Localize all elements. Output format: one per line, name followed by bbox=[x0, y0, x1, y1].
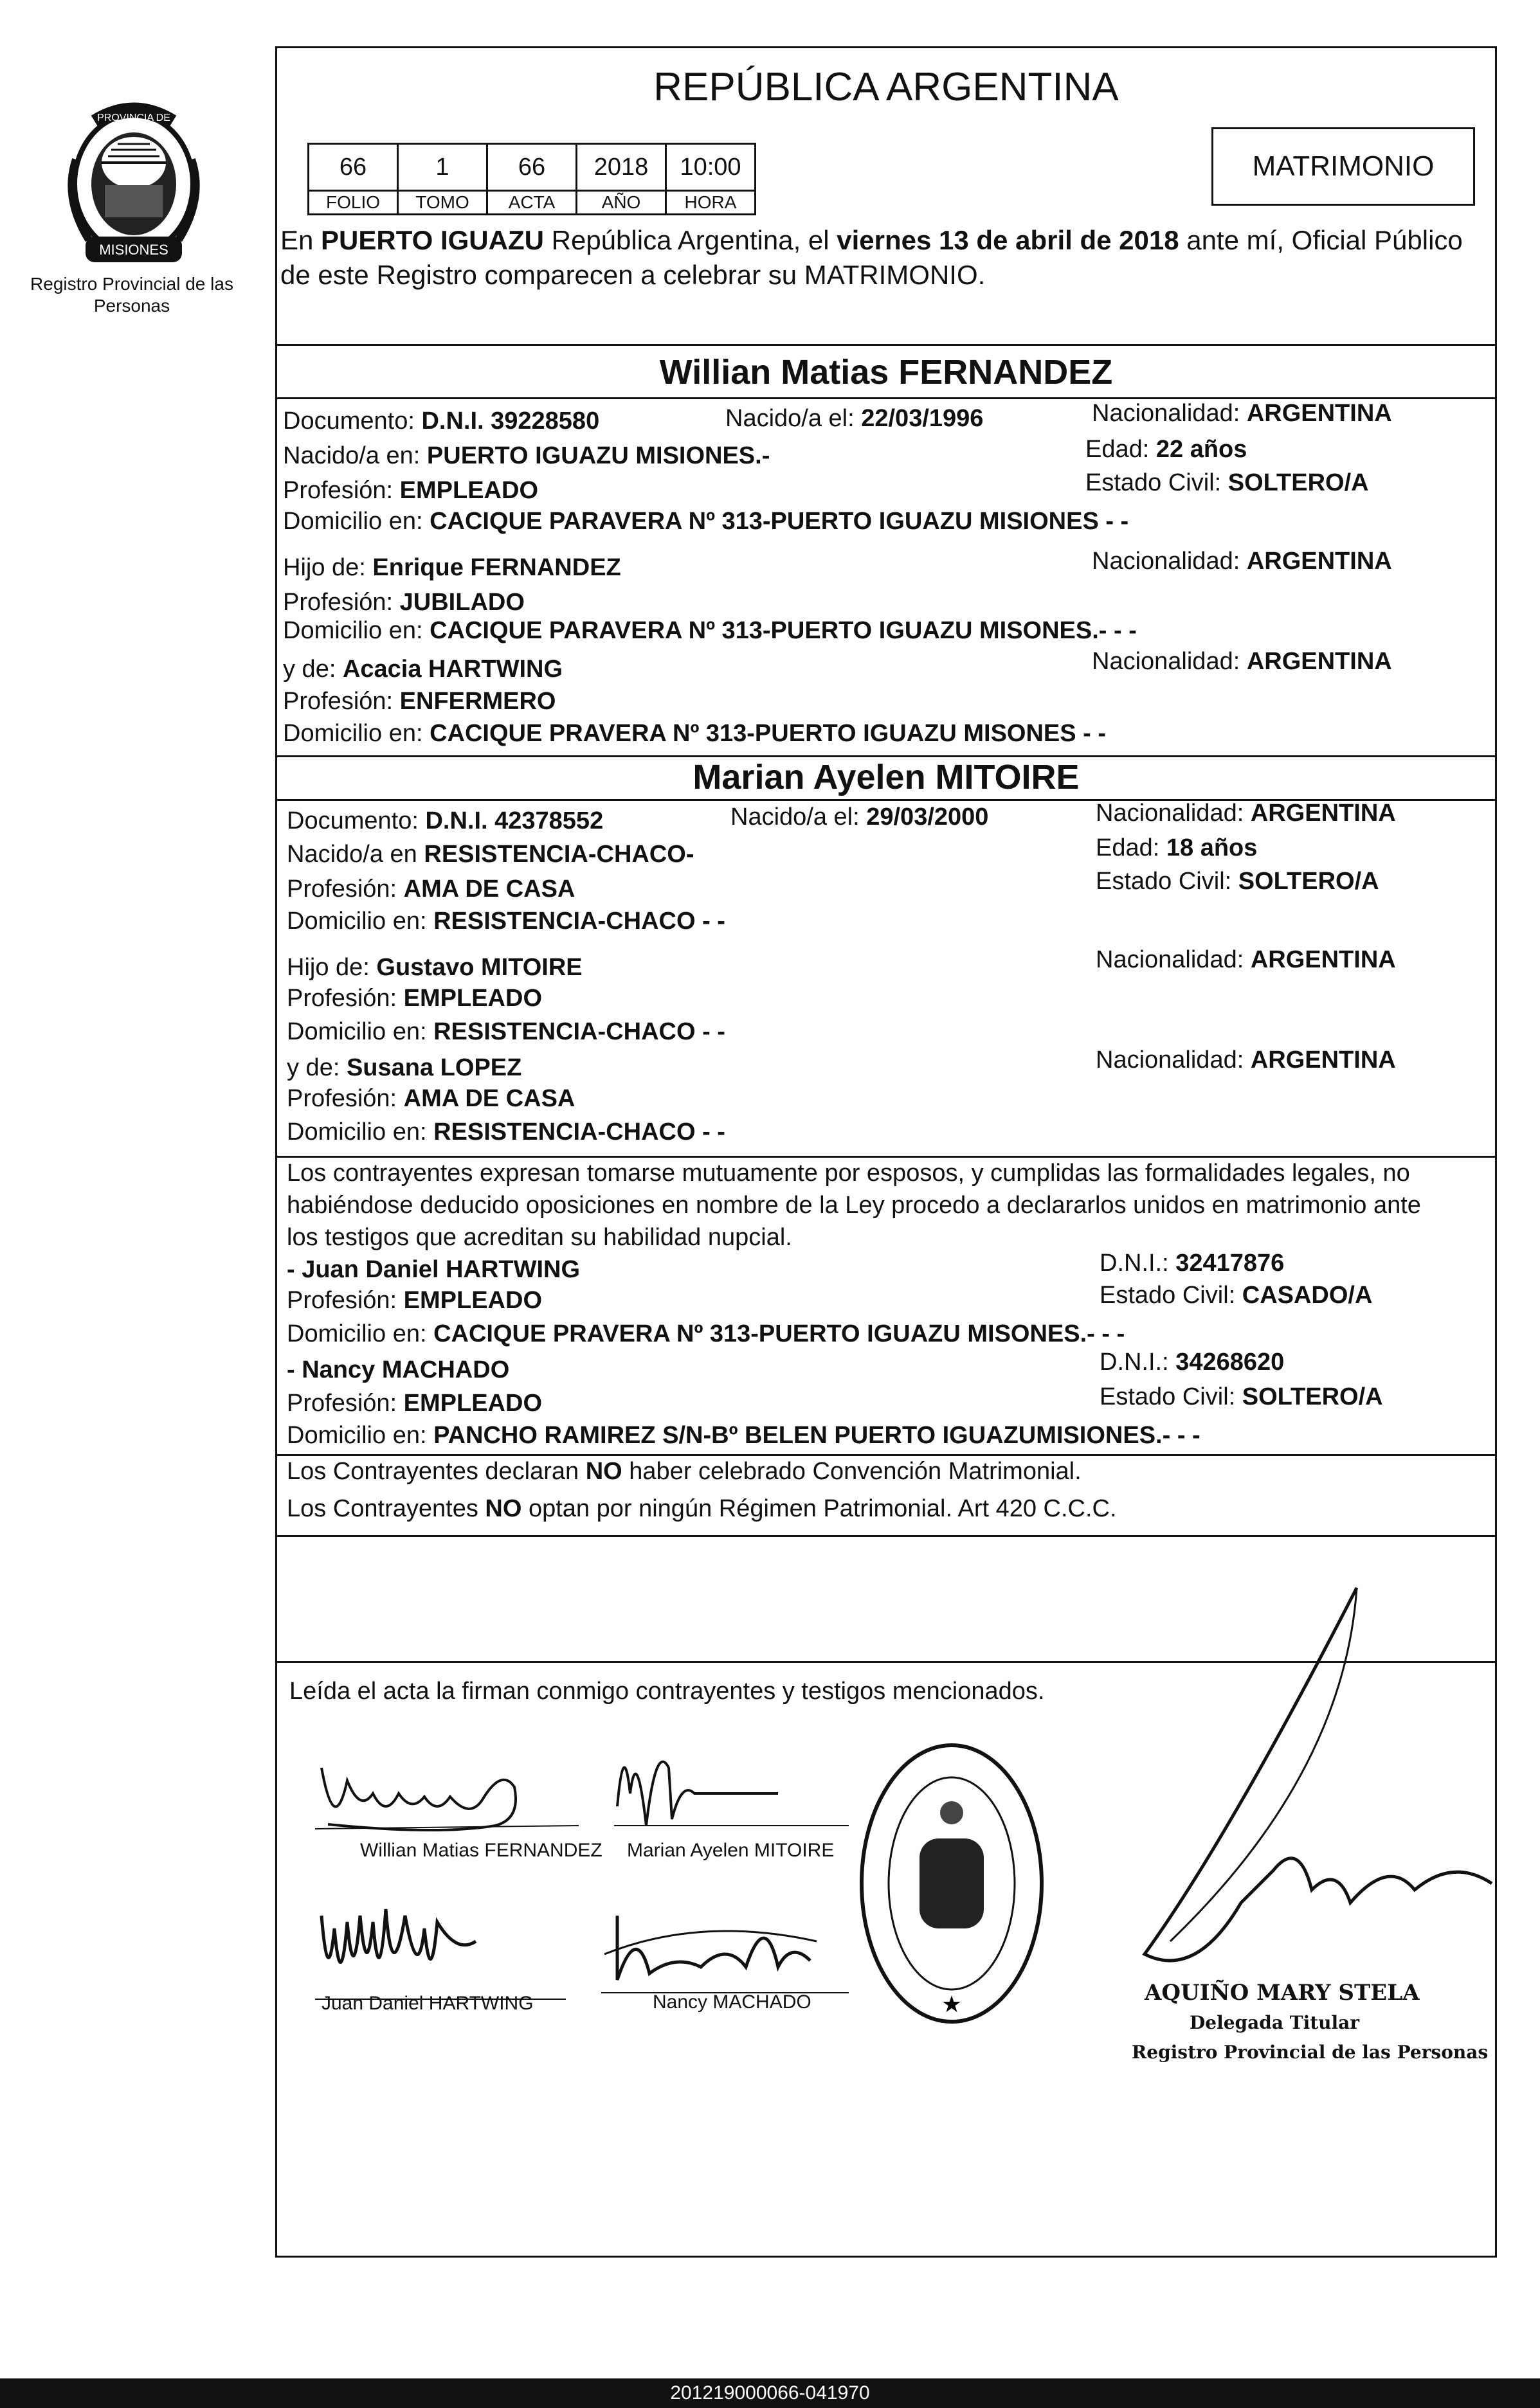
witness-1-profession: Profesión: EMPLEADO bbox=[287, 1287, 543, 1314]
groom-document: Documento: D.N.I. 39228580 bbox=[283, 408, 600, 435]
groom-name: Willian Matias FERNANDEZ bbox=[659, 353, 1113, 391]
divider bbox=[275, 344, 1497, 346]
groom-father-address: Domicilio en: CACIQUE PARAVERA Nº 313-PUERTO IGUAZU MISONES.- - - bbox=[283, 617, 1137, 644]
bride-birth-place: Nacido/a en RESISTENCIA-CHACO- bbox=[287, 841, 694, 868]
intro-paragraph: En PUERTO IGUAZU República Argentina, el viernes 13 de abril de 2018 ante mí, Oficial Público de este Registro comparecen a celebrar su MATRIMONIO. bbox=[280, 225, 1463, 290]
bride-name: Marian Ayelen MITOIRE bbox=[693, 758, 1080, 796]
hour-value: 10:00 bbox=[666, 144, 756, 191]
divider bbox=[275, 1454, 1497, 1456]
witness-1-address: Domicilio en: CACIQUE PRAVERA Nº 313-PUERTO IGUAZU MISONES.- - - bbox=[287, 1320, 1125, 1347]
bride-father-nationality: Nacionalidad: ARGENTINA bbox=[1096, 946, 1396, 973]
bride-nationality: Nacionalidad: ARGENTINA bbox=[1096, 800, 1396, 827]
groom-signature-label: Willian Matias FERNANDEZ bbox=[360, 1840, 602, 1861]
svg-text:★: ★ bbox=[941, 1991, 963, 2018]
office-seal bbox=[855, 1736, 1048, 2031]
bride-mother-profession: Profesión: AMA DE CASA bbox=[287, 1085, 575, 1112]
divider bbox=[275, 397, 1497, 399]
official-role: Delegada Titular bbox=[1190, 2012, 1360, 2033]
groom-mother-address: Domicilio en: CACIQUE PRAVERA Nº 313-PUERTO IGUAZU MISONES - - bbox=[283, 720, 1107, 747]
svg-text:PROVINCIA DE: PROVINCIA DE bbox=[97, 112, 170, 123]
groom-address: Domicilio en: CACIQUE PARAVERA Nº 313-PUERTO IGUAZU MISIONES - - bbox=[283, 508, 1129, 535]
bride-civil-status: Estado Civil: SOLTERO/A bbox=[1096, 868, 1379, 895]
country-title: REPÚBLICA ARGENTINA bbox=[653, 65, 1119, 109]
bride-father: Hijo de: Gustavo MITOIRE bbox=[287, 954, 583, 981]
witness-2-dni: D.N.I.: 34268620 bbox=[1100, 1349, 1285, 1376]
tomo-value: 1 bbox=[398, 144, 487, 191]
groom-nationality: Nacionalidad: ARGENTINA bbox=[1092, 400, 1392, 427]
year-label: AÑO bbox=[577, 191, 666, 215]
registry-name: Registro Provincial de las Personas bbox=[30, 274, 233, 316]
witness-1-name: - Juan Daniel HARTWING bbox=[287, 1256, 581, 1283]
groom-father-profession: Profesión: JUBILADO bbox=[283, 589, 525, 616]
witness-2-address: Domicilio en: PANCHO RAMIREZ S/N-Bº BELEN PUERTO IGUAZUMISIONES.- - - bbox=[287, 1422, 1200, 1449]
tomo-label: TOMO bbox=[398, 191, 487, 215]
official-name: AQUIÑO MARY STELA bbox=[1145, 1980, 1420, 2006]
official-registry: Registro Provincial de las Personas bbox=[1132, 2042, 1489, 2063]
witness-2-civil-status: Estado Civil: SOLTERO/A bbox=[1100, 1383, 1383, 1410]
groom-profession: Profesión: EMPLEADO bbox=[283, 477, 539, 504]
bride-mother-nationality: Nacionalidad: ARGENTINA bbox=[1096, 1047, 1396, 1074]
groom-mother-profession: Profesión: ENFERMERO bbox=[283, 688, 556, 715]
ceremony-date: viernes 13 de abril de 2018 bbox=[837, 225, 1179, 255]
province-coat-of-arms bbox=[50, 102, 217, 275]
groom-birth-date: Nacido/a el: 22/03/1996 bbox=[725, 405, 984, 432]
bride-address: Domicilio en: RESISTENCIA-CHACO - - bbox=[287, 908, 725, 935]
document-barcode-id: 201219000066-041970 bbox=[0, 2378, 1540, 2408]
groom-signature bbox=[309, 1742, 604, 1838]
year-value: 2018 bbox=[577, 144, 666, 191]
groom-age: Edad: 22 años bbox=[1085, 436, 1247, 463]
witness-2-name: - Nancy MACHADO bbox=[287, 1356, 510, 1383]
svg-text:MISIONES: MISIONES bbox=[99, 242, 168, 258]
witness-2-signature bbox=[598, 1903, 855, 1999]
record-type-box: MATRIMONIO bbox=[1211, 127, 1475, 206]
bride-profession: Profesión: AMA DE CASA bbox=[287, 876, 575, 903]
bride-mother: y de: Susana LOPEZ bbox=[287, 1054, 522, 1081]
divider bbox=[275, 1535, 1497, 1537]
closing-statement: Leída el acta la firman conmigo contrayentes y testigos mencionados. bbox=[289, 1678, 1045, 1705]
acta-label: ACTA bbox=[487, 191, 577, 215]
groom-father-nationality: Nacionalidad: ARGENTINA bbox=[1092, 548, 1392, 575]
groom-birth-place: Nacido/a en: PUERTO IGUAZU MISIONES.- bbox=[283, 442, 770, 469]
hour-label: HORA bbox=[666, 191, 756, 215]
witness-2-profession: Profesión: EMPLEADO bbox=[287, 1390, 543, 1417]
record-table bbox=[307, 143, 756, 215]
witness-1-civil-status: Estado Civil: CASADO/A bbox=[1100, 1282, 1373, 1309]
groom-civil-status: Estado Civil: SOLTERO/A bbox=[1085, 469, 1369, 496]
bride-father-profession: Profesión: EMPLEADO bbox=[287, 985, 543, 1012]
witness-2-signature-label: Nancy MACHADO bbox=[653, 1991, 811, 2013]
groom-mother: y de: Acacia HARTWING bbox=[283, 656, 563, 683]
bride-birth-date: Nacido/a el: 29/03/2000 bbox=[730, 804, 989, 831]
bride-signature-label: Marian Ayelen MITOIRE bbox=[627, 1840, 835, 1861]
bride-age: Edad: 18 años bbox=[1096, 834, 1258, 861]
witness-1-signature bbox=[309, 1877, 579, 2006]
groom-father: Hijo de: Enrique FERNANDEZ bbox=[283, 554, 621, 581]
declaration-paragraph: Los contrayentes expresan tomarse mutuamente por esposos, y cumplidas las formalidades legales, no habiéndose deducido oposiciones en nombre de la Ley procedo a declararlos unidos en matrimonio ante los testigos que acreditan su habilidad nupcial. bbox=[287, 1160, 1421, 1251]
convention-line-1: Los Contrayentes declaran NO haber celebrado Convención Matrimonial. bbox=[287, 1458, 1082, 1485]
folio-value: 66 bbox=[309, 144, 398, 191]
witness-1-dni: D.N.I.: 32417876 bbox=[1100, 1250, 1285, 1277]
bride-mother-address: Domicilio en: RESISTENCIA-CHACO - - bbox=[287, 1119, 725, 1146]
convention-line-2: Los Contrayentes NO optan por ningún Régimen Patrimonial. Art 420 C.C.C. bbox=[287, 1495, 1117, 1522]
acta-value: 66 bbox=[487, 144, 577, 191]
city: PUERTO IGUAZU bbox=[321, 225, 544, 255]
bride-father-address: Domicilio en: RESISTENCIA-CHACO - - bbox=[287, 1018, 725, 1045]
witness-1-signature-label: Juan Daniel HARTWING bbox=[322, 1993, 534, 2014]
bride-document: Documento: D.N.I. 42378552 bbox=[287, 807, 604, 834]
groom-mother-nationality: Nacionalidad: ARGENTINA bbox=[1092, 648, 1392, 675]
folio-label: FOLIO bbox=[309, 191, 398, 215]
official-signature bbox=[1132, 1581, 1517, 2018]
bride-signature bbox=[611, 1729, 855, 1838]
